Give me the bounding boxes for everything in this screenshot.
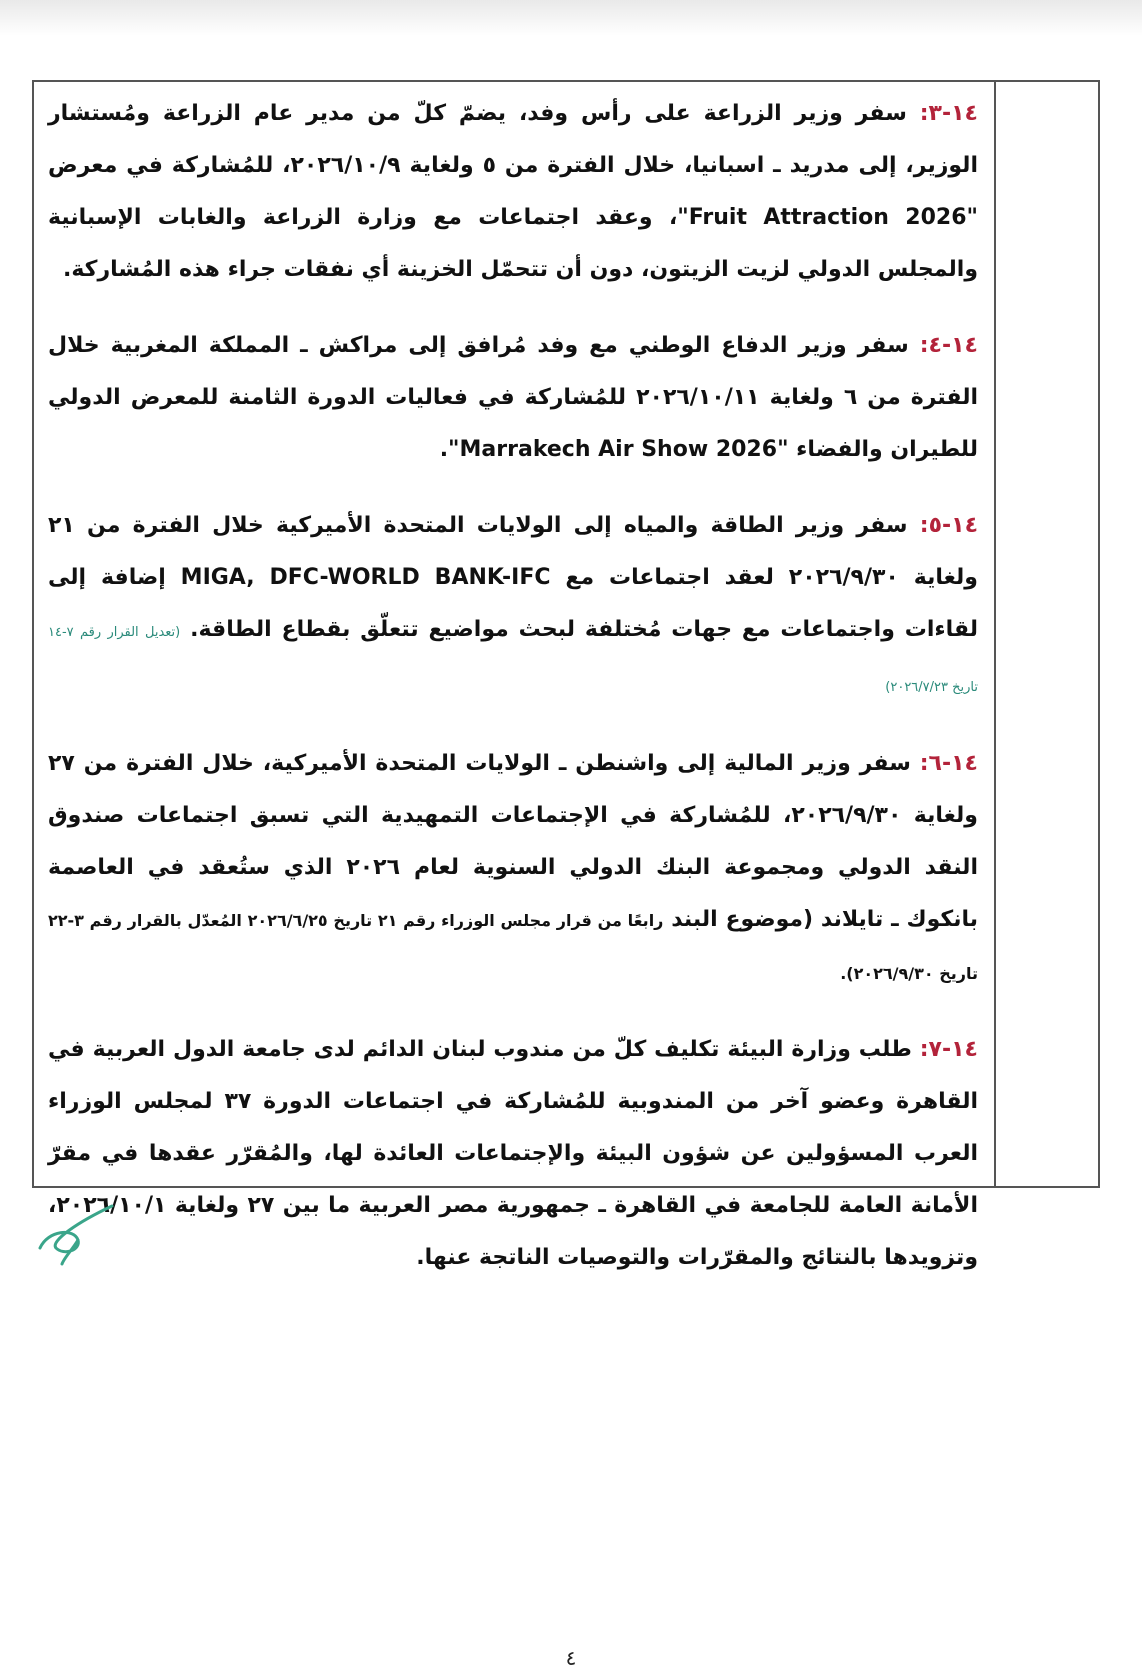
scan-top-shade — [0, 0, 1142, 36]
table-content-cell — [48, 88, 978, 1308]
item-text: سفر وزير الزراعة على رأس وفد، يضمّ كلّ من مدير عام الزراعة ومُستشار الوزير، إلى مدريد ـ اسبانيا، خلال الفترة من ٥ ولغاية ٢٠٢٦/١٠/٩، للمُشاركة في معرض "Fruit Attraction 2026"، وعقد اجتماعات مع وزارة الزراعة والغابات الإسبانية والمجلس الدولي لزيت الزيتون، دون أن تتحمّل الخزينة أي نفقات جراء هذه المُشاركة. — [48, 101, 978, 282]
page-number: ٤ — [565, 1646, 577, 1670]
decision-item-14-4 — [48, 320, 978, 476]
item-number: ١٤-٤: — [919, 333, 978, 358]
table-side-column — [994, 82, 1098, 1186]
item-number: ١٤-٧: — [919, 1037, 978, 1062]
item-text: سفر وزير الطاقة والمياه إلى الولايات المتحدة الأميركية خلال الفترة من ٢١ ولغاية ٢٠٢٦/٩/٣٠ لعقد اجتماعات مع MIGA, DFC-WORLD BANK-IFC إضافة إلى لقاءات واجتماعات مع جهات مُختلفة لبحث مواضيع تتعلّق بقطاع الطاقة. — [48, 513, 978, 642]
item-text: طلب وزارة البيئة تكليف كلّ من مندوب لبنان الدائم لدى جامعة الدول العربية في القاهرة وعضو آخر من المندوبية للمُشاركة في اجتماعات الدورة ٣٧ لمجلس الوزراء العرب المسؤولين عن شؤون البيئة والإجتماعات العائدة لها، والمُقرّر عقدها في مقرّ الأمانة العامة للجامعة في القاهرة ـ جمهورية مصر العربية ما بين ٢٧ ولغاية ٢٠٢٦/١٠/١، وتزويدها بالنتائج والمقرّرات والتوصيات الناتجة عنها. — [48, 1037, 978, 1270]
decision-item-14-5 — [48, 500, 978, 714]
item-number: ١٤-٣: — [919, 101, 978, 126]
item-number: ١٤-٥: — [919, 513, 978, 538]
handwritten-signature-icon — [34, 1200, 120, 1268]
decision-item-14-6 — [48, 738, 978, 1000]
decision-item-14-3 — [48, 88, 978, 296]
item-text: سفر وزير المالية إلى واشنطن ـ الولايات المتحدة الأميركية، خلال الفترة من ٢٧ ولغاية ٢٠٢٦/٩/٣٠، للمُشاركة في الإجتماعات التمهيدية التي تسبق اجتماعات صندوق النقد الدولي ومجموعة البنك الدولي السنوية لعام ٢٠٢٦ الذي ستُعقد في العاصمة بانكوك ـ تايلاند (موضوع البند — [48, 751, 978, 932]
decision-item-14-7 — [48, 1024, 978, 1284]
item-text: سفر وزير الدفاع الوطني مع وفد مُرافق إلى مراكش ـ المملكة المغربية خلال الفترة من ٦ ولغاية ٢٠٢٦/١٠/١١ للمُشاركة في فعاليات الدورة الثامنة للمعرض الدولي للطيران والفضاء "Marrakech Air Show 2026". — [48, 333, 979, 462]
item-number: ١٤-٦: — [919, 751, 978, 776]
amendment-note: (تعديل القرار رقم ٧-١٤ تاريخ ٢٠٢٦/٧/٢٣) — [48, 625, 978, 695]
decision-table — [32, 80, 1100, 1270]
item-reference-text: رابعًا من قرار مجلس الوزراء رقم ٢١ تاريخ ٢٠٢٦/٦/٢٥ المُعدّل بالقرار رقم ٣-٢٢ تاريخ ٢٠٢٦/٩/٣٠). — [48, 911, 978, 983]
